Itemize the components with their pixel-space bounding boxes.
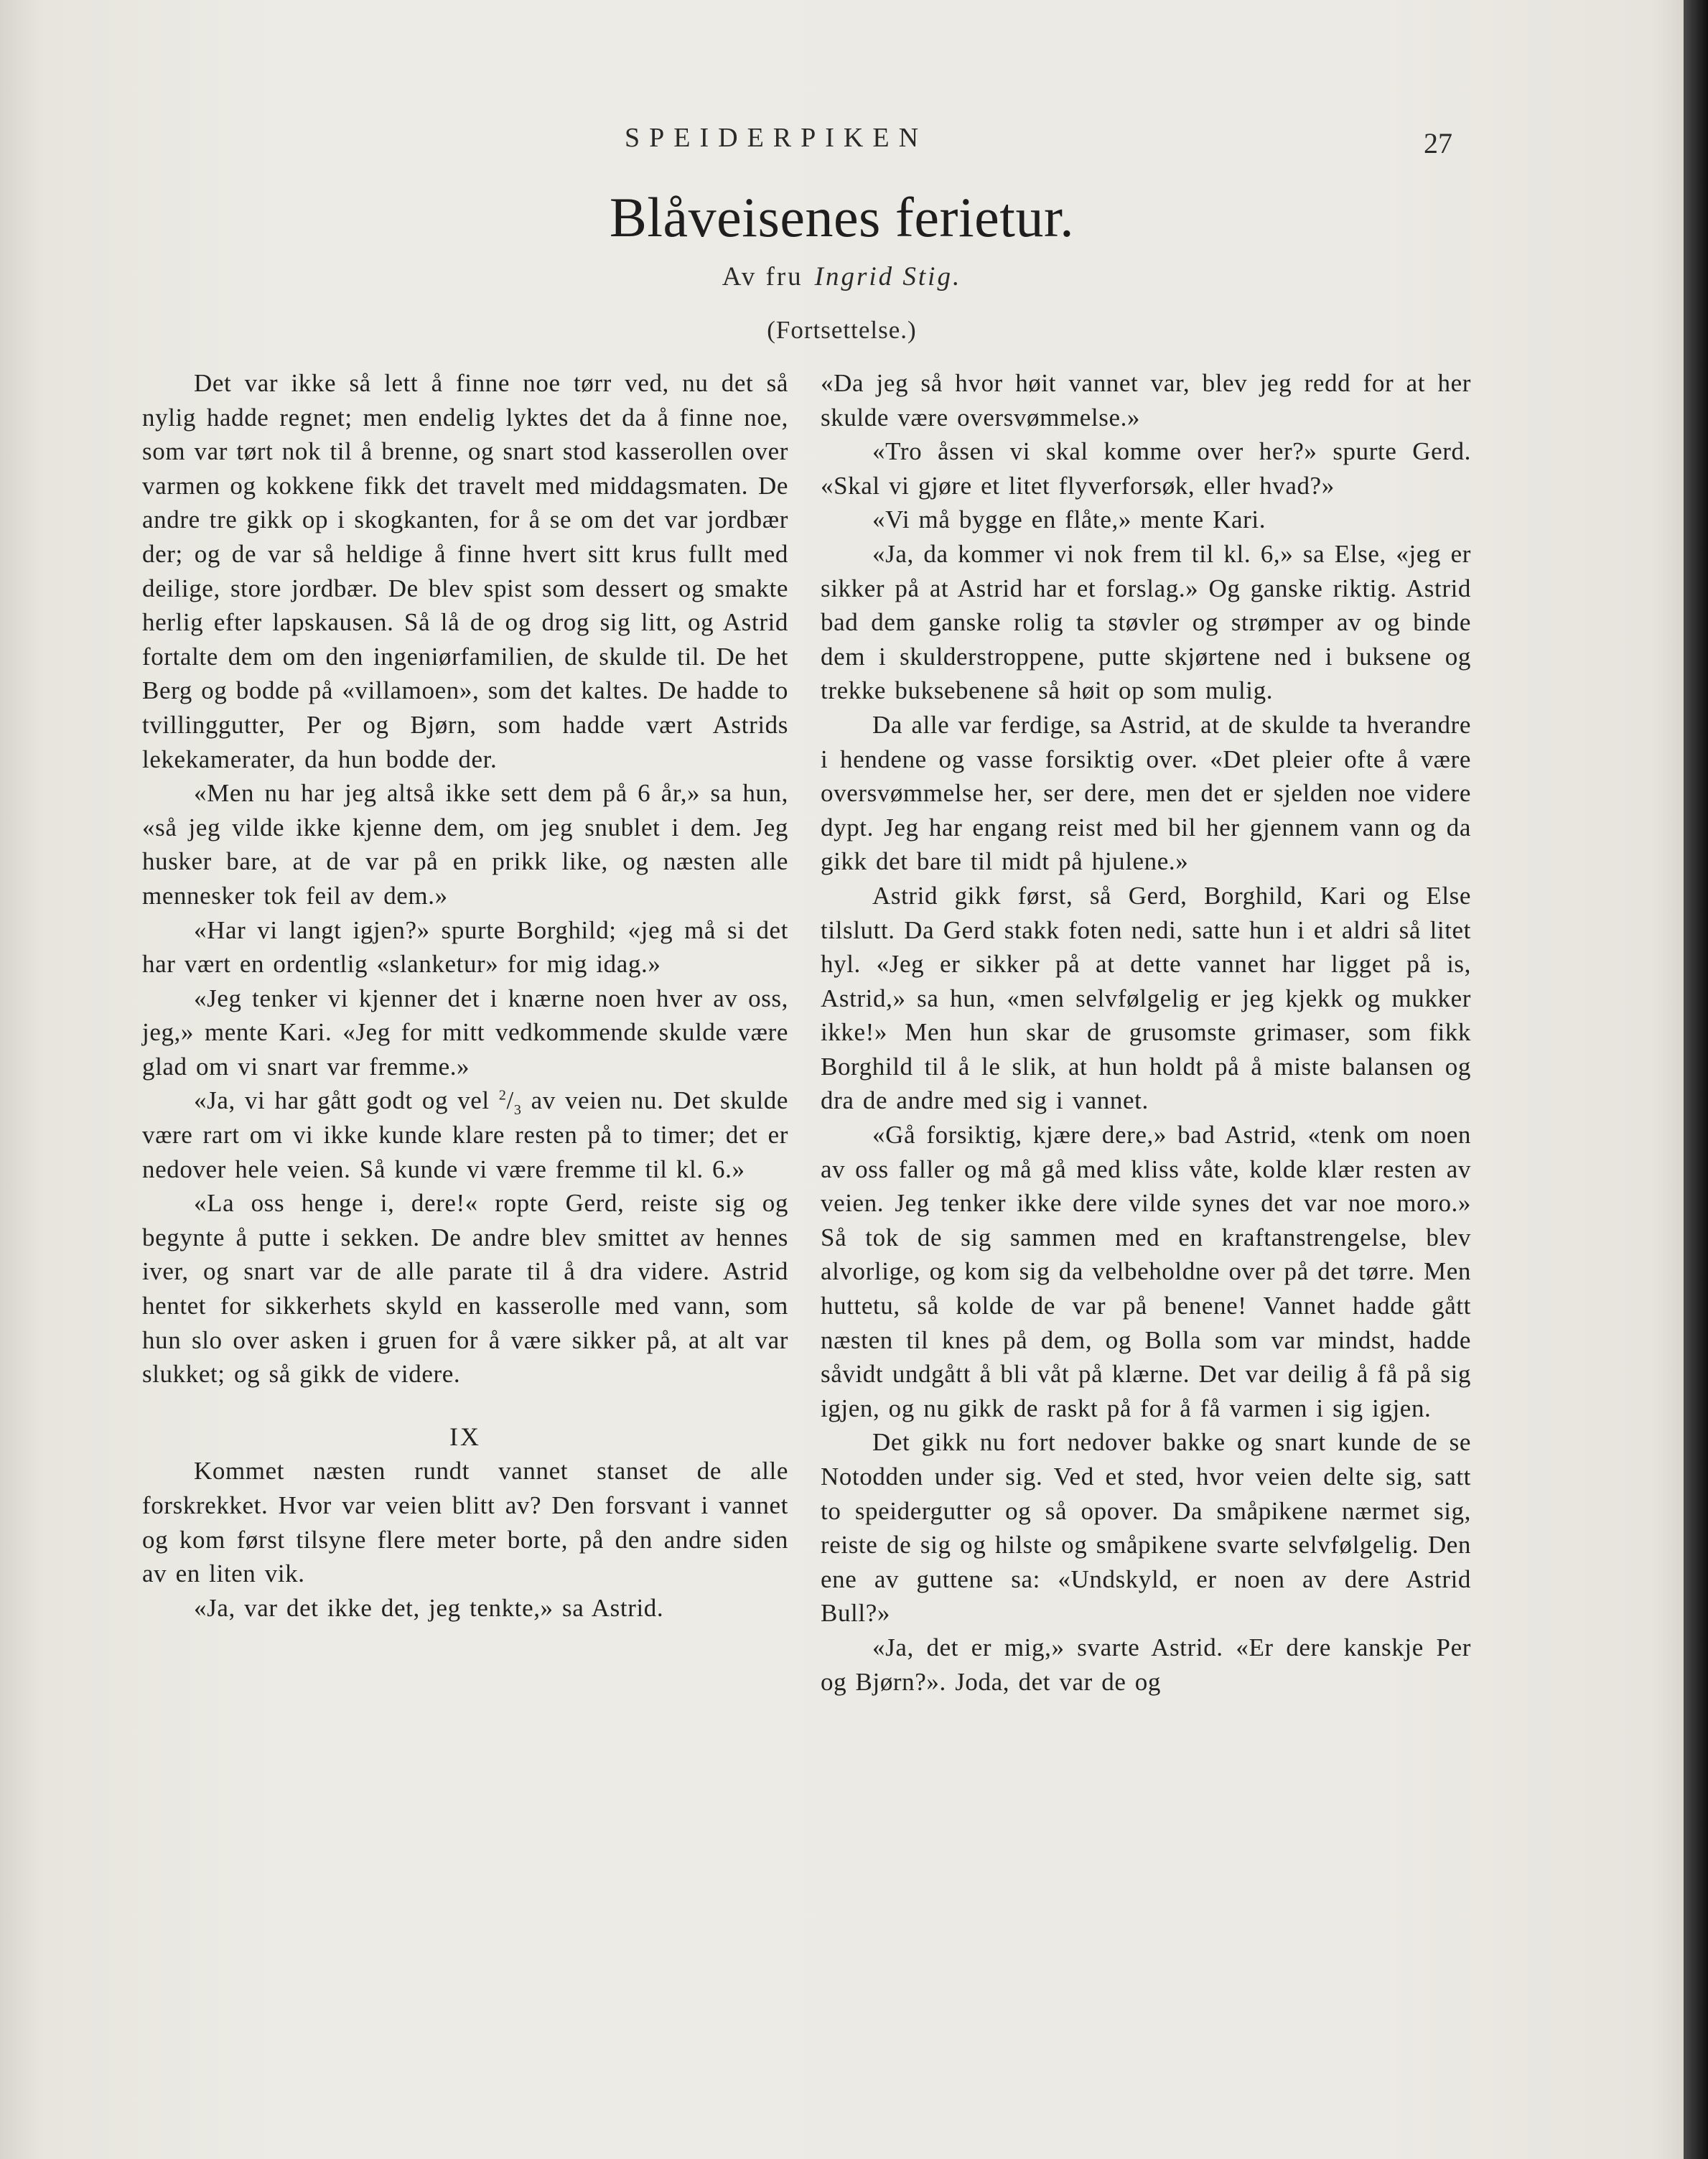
paragraph: «Men nu har jeg altså ikke sett dem på 6 år,» sa hun, «så jeg vilde ikke kjenne dem, om jeg snublet i dem. Jeg husker bare, at de var på en prikk like, og næsten alle mennesker tok feil av dem.» [142,779,788,910]
page-number: 27 [1424,127,1452,159]
text-span: av veien nu. Det skulde være rart om vi ikke kunde klare resten på to timer; det er nedover hele veien. Så kunde vi være fremme til kl. 6.» [142,1086,789,1183]
paragraph: «Da jeg så hvor høit vannet var, blev jeg redd for at her skulde være oversvømmelse.» [821,369,1471,432]
paragraph: «La oss henge i, dere!« ropte Gerd, reiste sig og begynte å putte i sekken. De andre blev smittet av hennes iver, og snart var de alle parate til å dra videre. Astrid hentet for sikkerhets skyld en kasserolle med vann, som hun slo over asken i gruen for å være sikker på, at alt var slukket; og så gikk de videre. [142,1189,788,1389]
paragraph: «Vi må bygge en flåte,» mente Kari. [872,505,1266,534]
fraction-denominator: 3 [513,1102,522,1119]
paragraph: «Jeg tenker vi kjenner det i knærne noen hver av oss, jeg,» mente Kari. «Jeg for mitt vedkommende skulde være glad om vi snart var fremme.» [142,984,788,1081]
paragraph: «Ja, da kommer vi nok frem til kl. 6,» sa Else, «jeg er sikker på at Astrid har et forslag.» Og ganske riktig. Astrid bad dem ganske rolig ta støvler og strømper av og binde dem i skulderstroppene, putte skjørtene ned i buksene og trekke buksebenene så høit op som mulig. [821,539,1471,705]
paragraph: Da alle var ferdige, sa Astrid, at de skulde ta hverandre i hendene og vasse forsiktig over. «Det pleier ofte å være oversvømmelse her, ser dere, men det er sjelden noe videre dypt. Jeg har engang reist med bil her gjennem vann og da gikk det bare til midt på hjulene.» [821,710,1471,876]
paragraph: «Tro åssen vi skal komme over her?» spurte Gerd. «Skal vi gjøre et litet flyverforsøk, eller hvad?» [821,437,1471,500]
page-edge-shadow [1684,0,1708,2159]
paragraph: «Ja, vi har gått godt og vel $^2/_3$ av veien nu. Det skulde være rart om vi ikke kunde klare resten på to timer; det er nedover hele veien. Så kunde vi være fremme til kl. 6.» [142,1086,789,1183]
paragraph: «Ja, var det ikke det, jeg tenkte,» sa Astrid. [194,1593,664,1622]
paragraph: Det var ikke så lett å finne noe tørr ved, nu det så nylig hadde regnet; men endelig lyktes det da å finne noe, som var tørt nok til å brenne, og snart stod kasserollen over varmen og kokkene fikk det travelt med middagsmaten. De andre tre gikk op i skogkanten, for å se om det var jordbær der; og de var så heldige å finne hvert sitt krus fullt med deilige, store jordbær. De blev spist som dessert og smakte herlig efter lapskausen. Så lå de og drog sig litt, og Astrid fortalte dem om den ingeniørfamilien, de skulde til. De het Berg og bodde på «villamoen», som det kaltes. De hadde to tvillinggutter, Per og Bjørn, som hadde vært Astrids lekekamerater, da hun bodde der. [142,369,788,773]
paragraph: Astrid gikk først, så Gerd, Borghild, Kari og Else tilslutt. Da Gerd stakk foten nedi, satte hun i et aldri så litet hyl. «Jeg er sikker på at dette vannet har ligget på is, Astrid,» sa hun, «men selvfølgelig er jeg kjekk og mukker ikke!» Men hun skar de grusomste grimaser, som fikk Borghild til å le slik, at hun holdt på å miste balansen og dra de andre med sig i vannet. [821,881,1471,1115]
fraction-numerator: 2 [498,1087,507,1104]
author-name: Ingrid Stig. [814,262,962,292]
text-span: «Ja, vi har gått godt og vel [194,1086,490,1115]
left-column [142,366,788,1625]
paragraph: «Ja, det er mig,» svarte Astrid. «Er dere kanskje Per og Bjørn?». Joda, det var de og [821,1633,1471,1696]
byline [0,261,1684,292]
right-column [821,366,1471,1699]
running-head: SPEIDERPIKEN [625,123,928,153]
paragraph: Det gikk nu fort nedover bakke og snart kunde de se Notodden under sig. Ved et sted, hvor veien delte sig, satt to speidergutter og så opover. Da småpikene nærmet sig, reiste de sig og hilste og småpikene svarte selvfølgelig. Den ene av guttene sa: «Undskyld, er noen av dere Astrid Bull?» [821,1428,1471,1628]
paragraph: Kommet næsten rundt vannet stanset de alle forskrekket. Hvor var veien blitt av? Den forsvant i vannet og kom først tilsyne flere meter borte, på den andre siden av en liten vik. [142,1457,788,1588]
continued-note: (Fortsettelse.) [767,316,917,344]
section-heading: IX [449,1422,481,1451]
paragraph: «Har vi langt igjen?» spurte Borghild; «jeg må si det har vært en ordentlig «slanketur» for mig idag.» [142,915,788,979]
byline-prefix: Av fru [722,262,803,292]
article-title: Blåveisenes ferietur. [609,186,1075,248]
paragraph: «Gå forsiktig, kjære dere,» bad Astrid, «tenk om noen av oss faller og må gå med kliss våte, kolde klær resten av veien. Jeg tenker ikke dere vilde synes det var noe moro.» Så tok de sig sammen med en kraftanstrengelse, blev alvorlige, og kom sig da velbeholdne over på det tørre. Men huttetu, så kolde de var på benene! Vannet hadde gått næsten til knes på dem, og Bolla som var mindst, hadde såvidt undgått å bli våt på klærne. Det var deilig å få på sig igjen, og nu gikk de raskt på for å få varmen i sig igjen. [821,1121,1471,1422]
